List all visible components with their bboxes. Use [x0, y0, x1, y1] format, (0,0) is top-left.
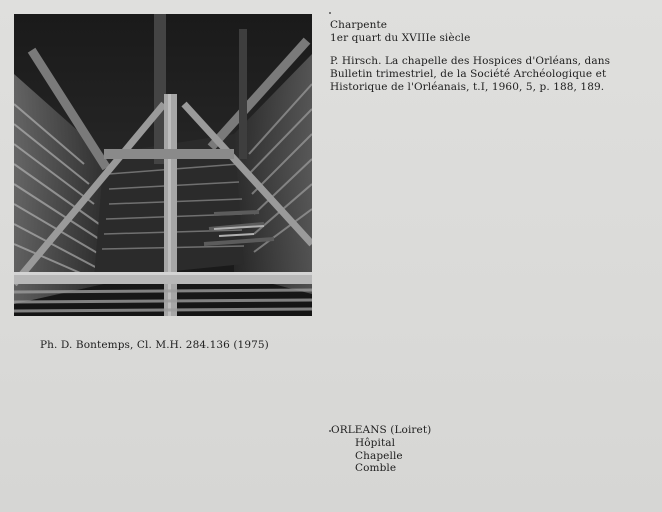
- location-city: ORLEANS (Loiret): [331, 424, 432, 436]
- description-title: Charpente: [330, 19, 388, 31]
- bibliography-line-2: Bulletin trimestriel, de la Société Archéologique et: [330, 68, 607, 80]
- corner-mark-dot: [329, 12, 331, 14]
- roof-timber-photograph: [14, 14, 312, 316]
- photo-credit: Ph. D. Bontemps, Cl. M.H. 284.136 (1975): [40, 339, 269, 351]
- description-date: 1er quart du XVIIIe siècle: [330, 32, 471, 44]
- bibliography-line-1: P. Hirsch. La chapelle des Hospices d'Orléans, dans: [330, 55, 611, 67]
- bibliography-line-3: Historique de l'Orléanais, t.I, 1960, 5, p. 188, 189.: [330, 81, 605, 93]
- location-building: Hôpital: [355, 437, 396, 449]
- location-detail: Comble: [355, 462, 397, 474]
- location-part: Chapelle: [355, 450, 403, 462]
- roof-timber-photo-image: [14, 14, 312, 316]
